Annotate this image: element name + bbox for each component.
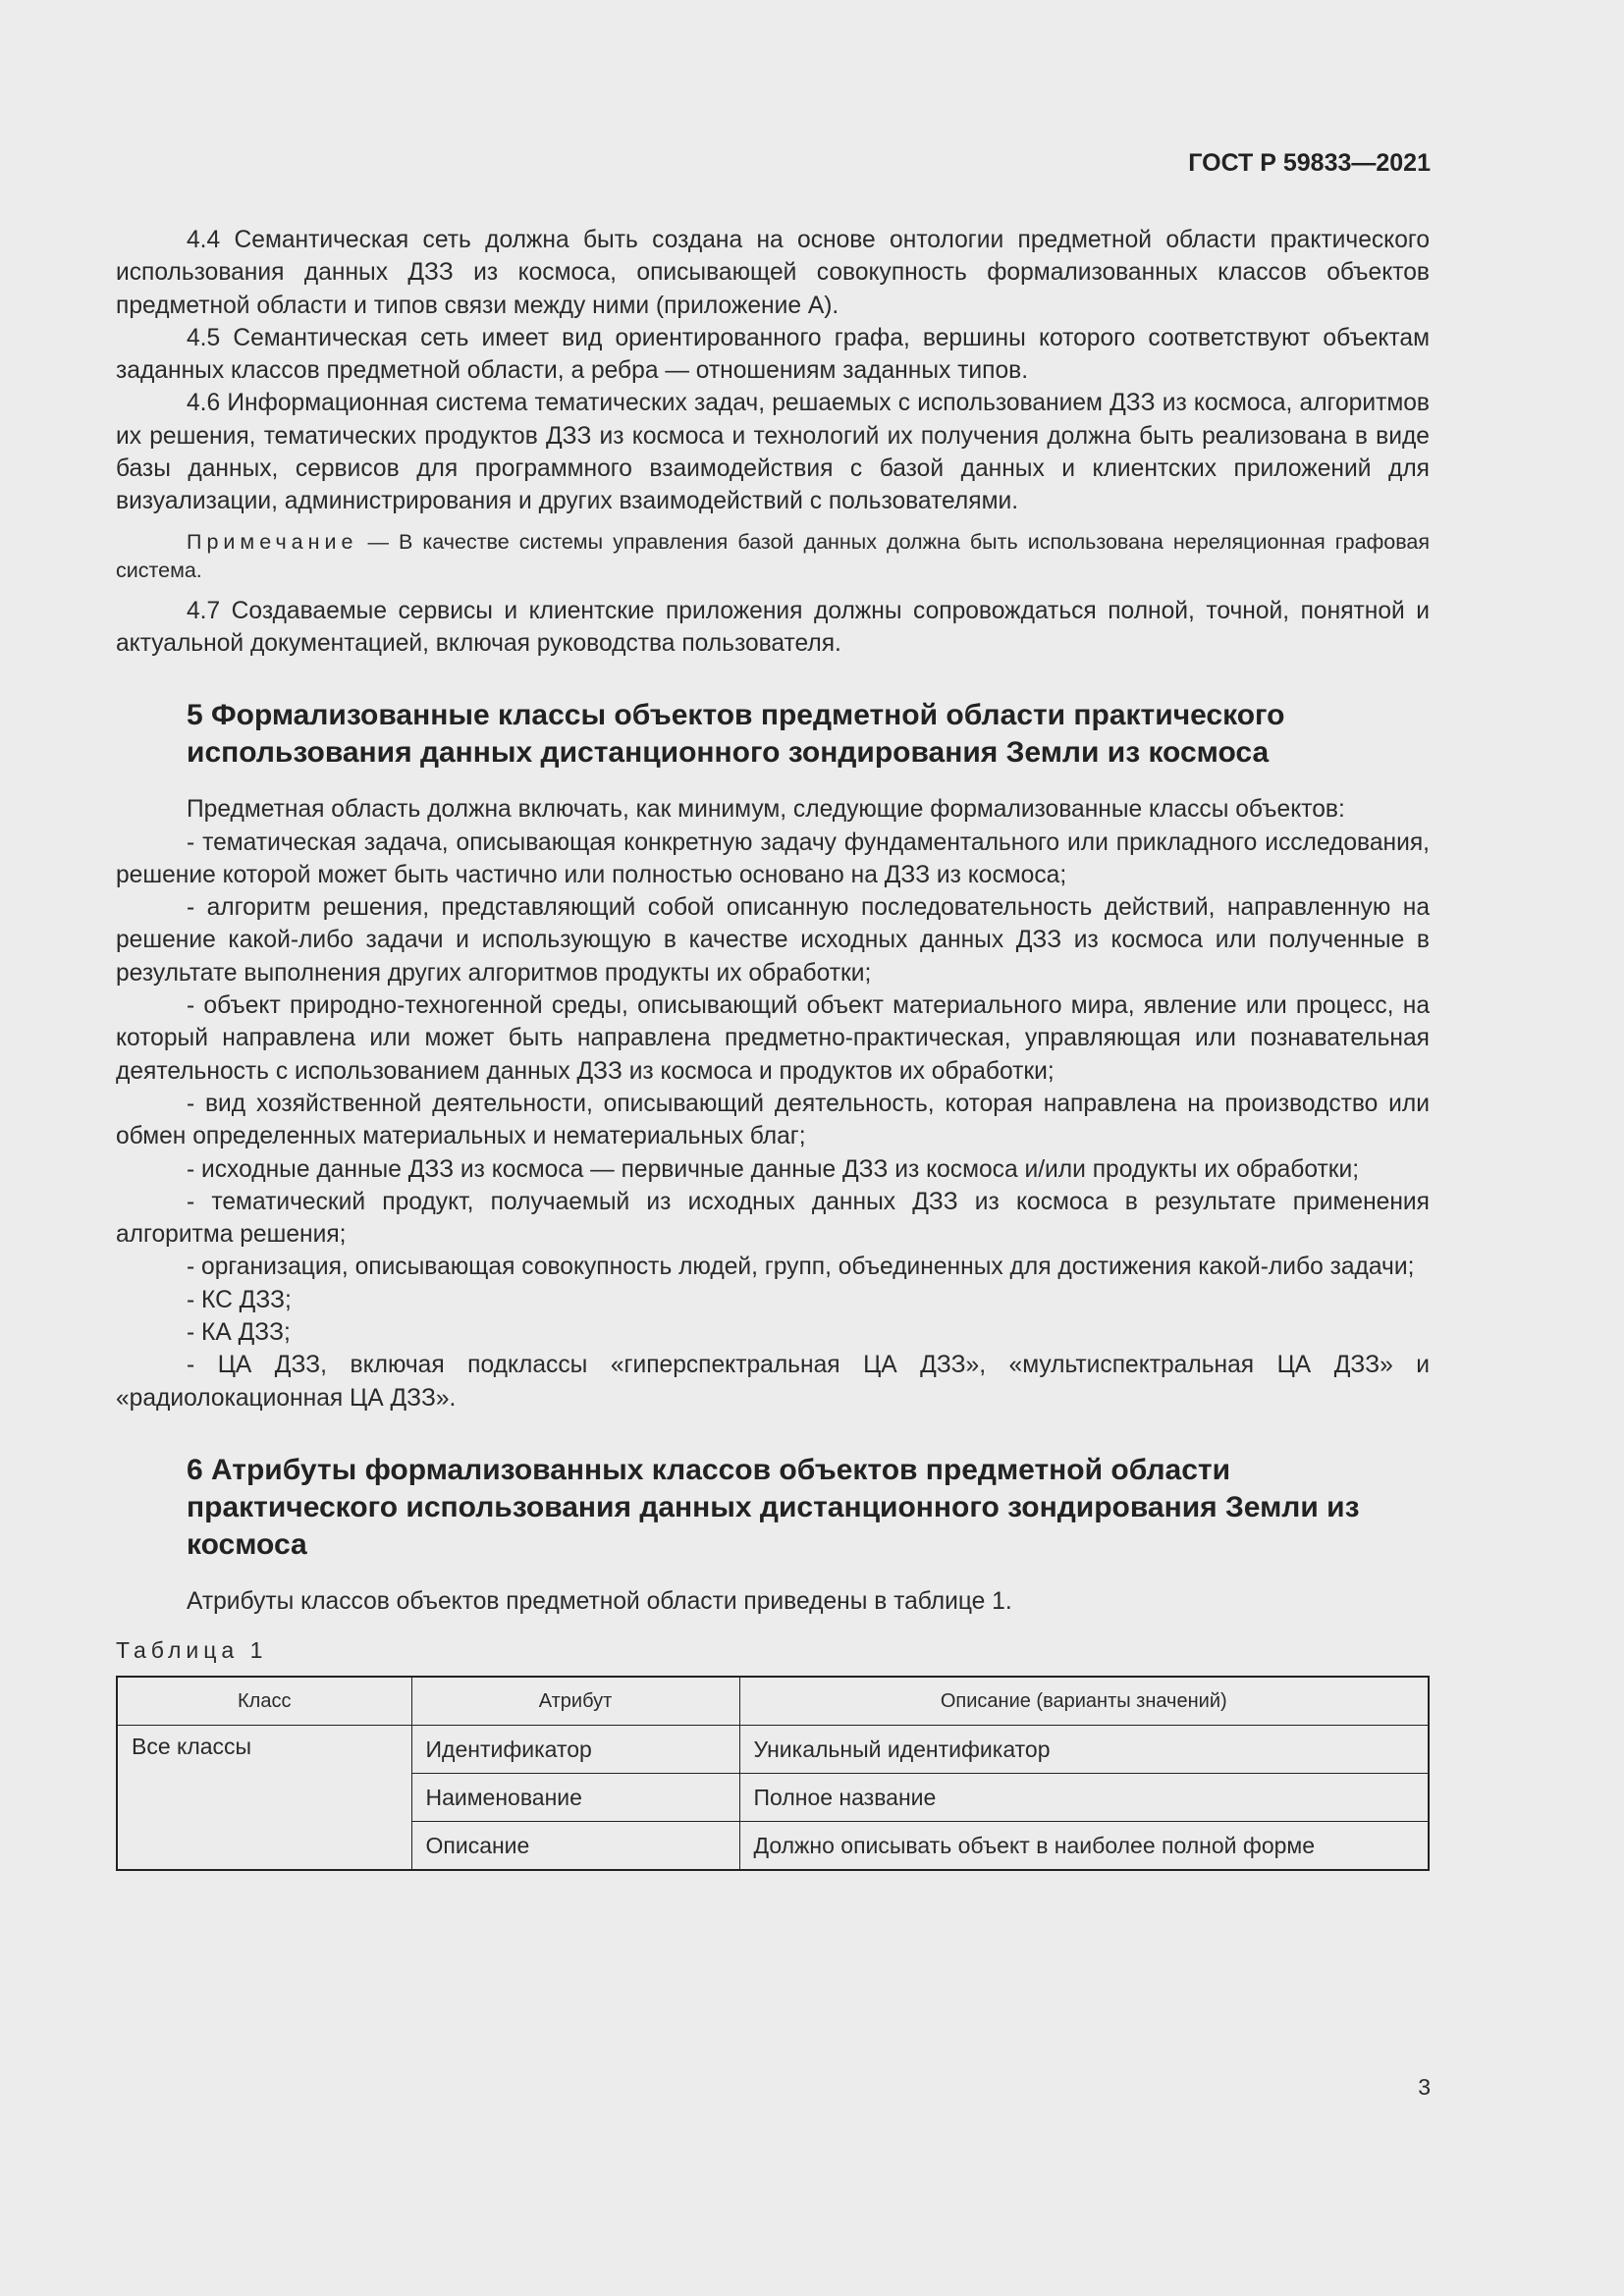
table-header-cell: Описание (варианты значений)	[739, 1677, 1429, 1726]
note	[116, 528, 1430, 585]
note-text: — В качестве системы управления базой данных должна быть использована нереляционная графовая система.	[116, 529, 1430, 582]
document-id: ГОСТ Р 59833—2021	[1188, 149, 1431, 177]
table-cell-description: Уникальный идентификатор	[739, 1726, 1429, 1774]
paragraph-4-7: 4.7 Создаваемые сервисы и клиентские приложения должны сопровождаться полной, точной, понятной и актуальной документацией, включая руководства пользователя.	[116, 597, 1430, 657]
list-item: - объект природно-техногенной среды, описывающий объект материального мира, явление или процесс, на который направлена или может быть направлена предметно-практическая, управляющая или познавательная деятельность с использованием данных ДЗЗ из космоса и продуктов их обработки;	[116, 992, 1430, 1085]
table-cell-description: Полное название	[739, 1774, 1429, 1822]
table-caption: Таблица 1	[116, 1637, 268, 1664]
paragraph-4-5: 4.5 Семантическая сеть имеет вид ориентированного графа, вершины которого соответствуют объектам заданных классов предметной области, а ребра — отношениям заданных типов.	[116, 324, 1430, 385]
table-header-cell: Атрибут	[411, 1677, 739, 1726]
section-6-title: 6 Атрибуты формализованных классов объектов предметной области практического использования данных дистанционного зондирования Земли из космоса	[187, 1453, 1360, 1561]
list-item: - тематический продукт, получаемый из исходных данных ДЗЗ из космоса в результате применения алгоритма решения;	[116, 1188, 1430, 1249]
table-cell-attribute: Описание	[411, 1822, 739, 1871]
table-cell-attribute: Идентификатор	[411, 1726, 739, 1774]
list-item: - КС ДЗЗ;	[187, 1286, 292, 1313]
list-item: - исходные данные ДЗЗ из космоса — первичные данные ДЗЗ из космоса и/или продукты их обработки;	[187, 1155, 1360, 1183]
table-header-row	[117, 1677, 1429, 1726]
table-row	[117, 1726, 1429, 1774]
section-5-title: 5 Формализованные классы объектов предметной области практического использования данных дистанционного зондирования Земли из космоса	[187, 699, 1285, 770]
list-item: - ЦА ДЗЗ, включая подклассы «гиперспектральная ЦА ДЗЗ», «мультиспектральная ЦА ДЗЗ» и «радиолокационная ЦА ДЗЗ».	[116, 1352, 1430, 1412]
page-content	[116, 224, 1430, 1871]
table-header-cell: Класс	[117, 1677, 411, 1726]
table-cell-class: Все классы	[117, 1726, 411, 1871]
table-cell-description: Должно описывать объект в наиболее полной форме	[739, 1822, 1429, 1871]
attributes-table	[116, 1676, 1430, 1871]
list-item: - вид хозяйственной деятельности, описывающий деятельность, которая направлена на производство или обмен определенных материальных и нематериальных благ;	[116, 1090, 1430, 1150]
section-6-intro: Атрибуты классов объектов предметной области приведены в таблице 1.	[187, 1587, 1012, 1615]
table-cell-attribute: Наименование	[411, 1774, 739, 1822]
section-5-intro: Предметная область должна включать, как минимум, следующие формализованные классы объектов:	[187, 796, 1345, 824]
list-item: - КА ДЗЗ;	[187, 1319, 291, 1347]
paragraph-4-4: 4.4 Семантическая сеть должна быть создана на основе онтологии предметной области практического использования данных ДЗЗ из космоса, описывающей совокупность формализованных классов объектов предметной области и типов связи между ними (приложение А).	[116, 227, 1430, 319]
page-number: 3	[1418, 2074, 1431, 2100]
paragraph-4-6: 4.6 Информационная система тематических задач, решаемых с использованием ДЗЗ из космоса, алгоритмов их решения, тематических продуктов ДЗЗ из космоса и технологий их получения должна быть реализована в виде базы данных, сервисов для программного взаимодействия с базой данных и клиентских приложений для визуализации, администрирования и других взаимодействий с пользователями.	[116, 390, 1430, 515]
list-item: - организация, описывающая совокупность людей, групп, объединенных для достижения какой-либо задачи;	[187, 1254, 1415, 1281]
list-item: - алгоритм решения, представляющий собой описанную последовательность действий, направленную на решение какой-либо задачи и использующую в качестве исходных данных ДЗЗ из космоса или полученные в результате выполнения других алгоритмов продукты их обработки;	[116, 894, 1430, 987]
note-label: Примечание	[187, 529, 358, 554]
list-item: - тематическая задача, описывающая конкретную задачу фундаментального или прикладного исследования, решение которой может быть частично или полностью основано на ДЗЗ из космоса;	[116, 828, 1430, 888]
